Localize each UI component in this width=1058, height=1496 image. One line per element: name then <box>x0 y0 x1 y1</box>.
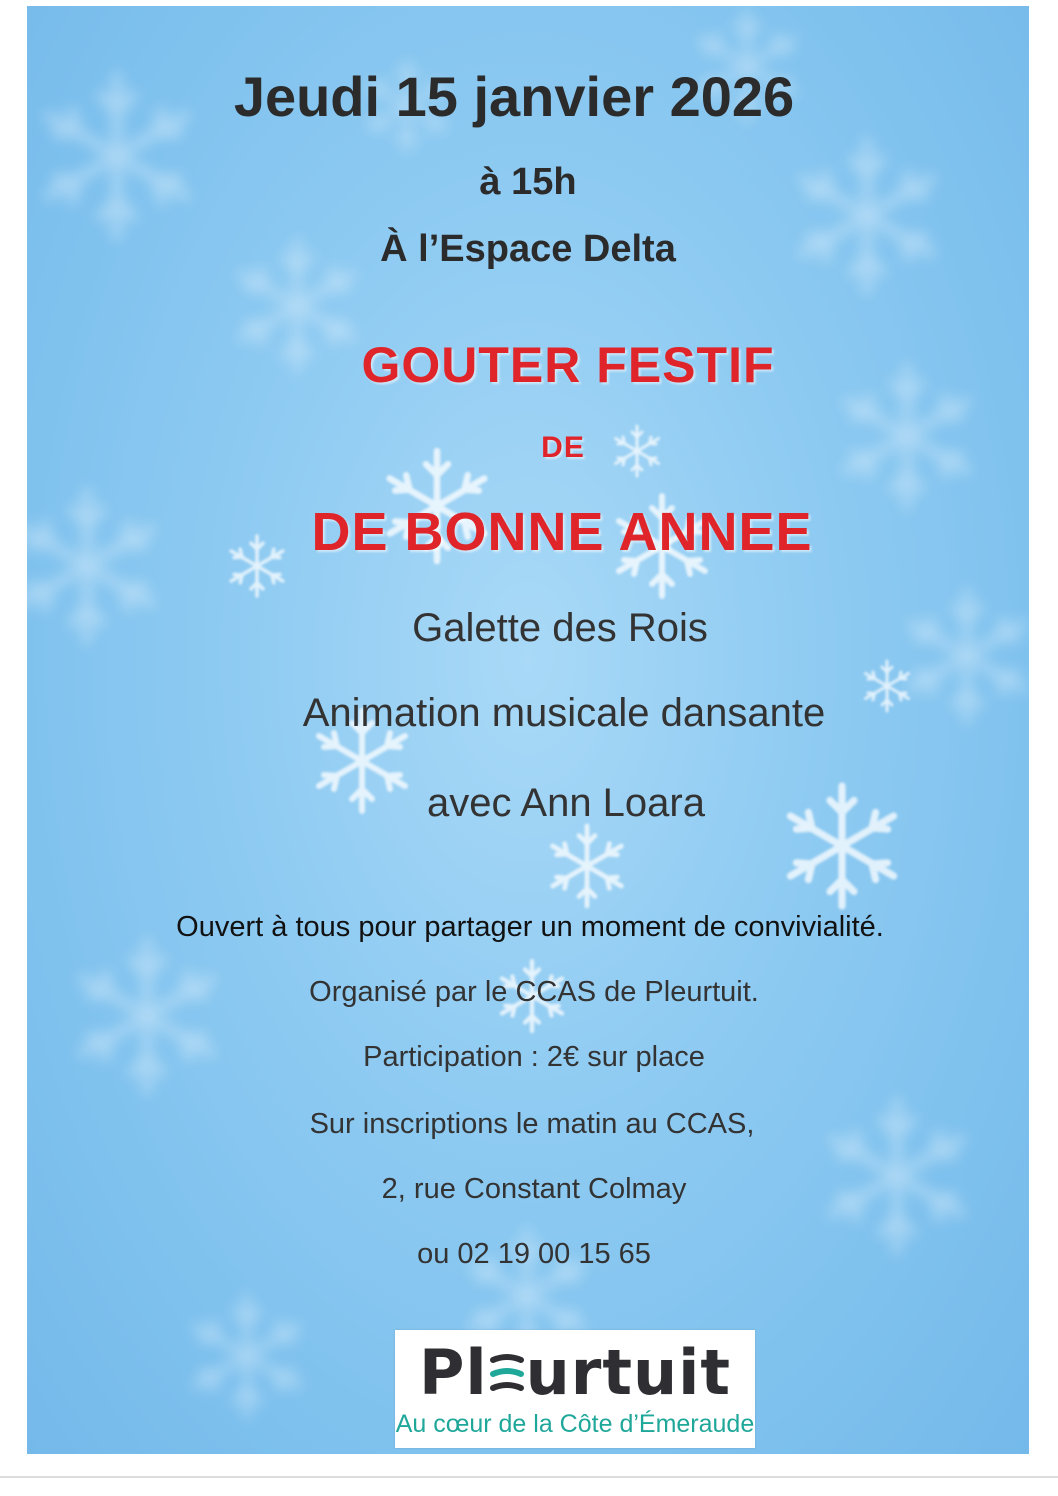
event-title-line-1: GOUTER FESTIF <box>361 337 775 393</box>
program-item: avec Ann Loara <box>427 781 705 825</box>
event-flyer <box>27 6 1029 1454</box>
event-title-line-3: DE BONNE ANNEE <box>311 502 813 562</box>
program-item: Animation musicale dansante <box>302 691 826 735</box>
info-line: Participation : 2€ sur place <box>363 1041 705 1073</box>
event-venue: À l’Espace Delta <box>380 228 676 270</box>
info-line: 2, rue Constant Colmay <box>381 1173 687 1205</box>
info-line: Organisé par le CCAS de Pleurtuit. <box>309 976 759 1008</box>
logo-word-end: urtuit <box>525 1336 732 1409</box>
logo-word-start: Pl <box>418 1336 488 1409</box>
event-title-line-2: DE <box>541 431 585 464</box>
page-bottom-rule <box>0 1476 1058 1478</box>
pleurtuit-logo <box>395 1330 755 1448</box>
event-time: à 15h <box>479 161 577 203</box>
wave-e-icon <box>489 1352 525 1396</box>
info-line: Sur inscriptions le matin au CCAS, <box>309 1108 755 1140</box>
program-item: Galette des Rois <box>412 606 708 650</box>
logo-wordmark <box>395 1336 755 1409</box>
logo-tagline: Au cœur de la Côte d’Émeraude <box>395 1410 755 1438</box>
event-date: Jeudi 15 janvier 2026 <box>233 65 795 128</box>
info-line: Ouvert à tous pour partager un moment de convivialité. <box>176 911 884 943</box>
phone-line: ou 02 19 00 15 65 <box>417 1238 651 1270</box>
